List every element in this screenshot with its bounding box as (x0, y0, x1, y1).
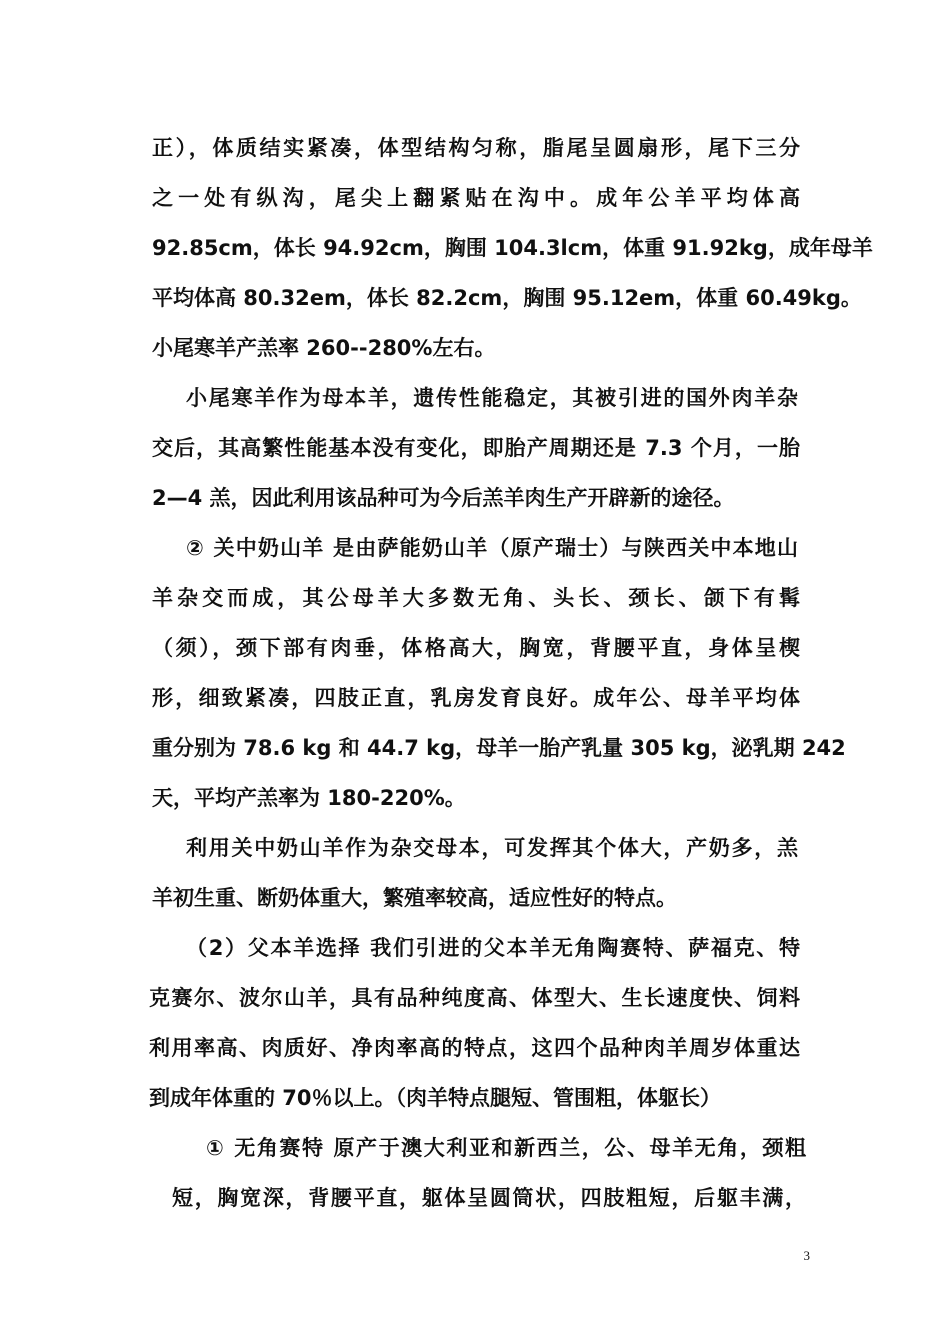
text-line-15: 利用关中奶山羊作为杂交母本，可发挥其个体大，产奶多，羔 (186, 836, 798, 860)
text-line-13: 重分别为 78.6 kg 和 44.7 kg，母羊一胎产乳量 305 kg，泌乳期 242 (152, 736, 846, 760)
text-line-21: ① 无角赛特 原产于澳大利亚和新西兰，公、母羊无角，颈粗 (206, 1136, 806, 1160)
text-line-6: 小尾寒羊作为母本羊，遗传性能稳定，其被引进的国外肉羊杂 (186, 386, 798, 410)
page-number: 3 (803, 1248, 810, 1263)
text-line-16: 羊初生重、断奶体重大，繁殖率较高，适应性好的特点。 (152, 886, 677, 910)
text-line-20: 到成年体重的 70％以上。（肉羊特点腿短、管围粗，体躯长） (149, 1086, 722, 1110)
text-line-22: 短，胸宽深，背腰平直，躯体呈圆筒状，四肢粗短，后躯丰满， (172, 1186, 806, 1210)
text-line-1: 正），体质结实紧凑，体型结构匀称，脂尾呈圆扇形，尾下三分 (152, 136, 800, 160)
text-line-11: （须），颈下部有肉垂，体格高大，胸宽，背腰平直，身体呈楔 (152, 636, 800, 660)
text-line-14: 天，平均产羔率为 180-220%。 (152, 786, 466, 810)
text-line-3: 92.85cm，体长 94.92cm，胸围 104.3lcm，体重 91.92kg，成年母羊 (152, 236, 873, 260)
text-line-8: 2—4 羔，因此利用该品种可为今后羔羊肉生产开辟新的途径。 (152, 486, 735, 510)
text-line-12: 形，细致紧凑，四肢正直，乳房发育良好。成年公、母羊平均体 (152, 686, 800, 710)
text-line-4: 平均体高 80.32em，体长 82.2cm，胸围 95.12em，体重 60.49kg。 (152, 286, 862, 310)
text-line-2: 之一处有纵沟，尾尖上翻紧贴在沟中。成年公羊平均体高 (152, 186, 800, 210)
text-line-18: 克赛尔、波尔山羊，具有品种纯度高、体型大、生长速度快、饲料 (149, 986, 800, 1010)
text-line-7: 交后，其高繁性能基本没有变化，即胎产周期还是 7.3 个月，一胎 (152, 436, 800, 460)
text-line-17: （2）父本羊选择 我们引进的父本羊无角陶赛特、萨福克、特 (186, 936, 800, 960)
text-line-19: 利用率高、肉质好、净肉率高的特点，这四个品种肉羊周岁体重达 (149, 1036, 800, 1060)
text-line-9: ② 关中奶山羊 是由萨能奶山羊（原产瑞士）与陕西关中本地山 (186, 536, 798, 560)
text-line-10: 羊杂交而成，其公母羊大多数无角、头长、颈长、颌下有髯 (152, 586, 800, 610)
text-line-5: 小尾寒羊产羔率 260--280%左右。 (152, 336, 496, 360)
